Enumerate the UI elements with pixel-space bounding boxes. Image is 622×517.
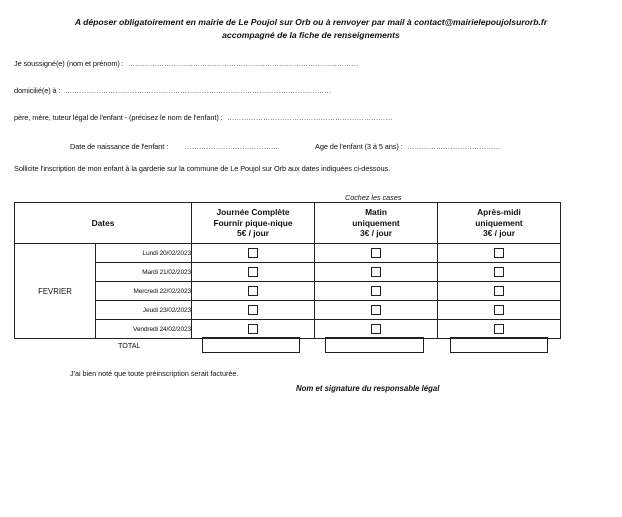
checkbox-matin[interactable] (371, 324, 381, 334)
checkbox-apres-midi[interactable] (494, 324, 504, 334)
age-row (315, 136, 501, 154)
inscription-table (14, 202, 561, 339)
signature-label: Nom et signature du responsable légal (296, 384, 440, 393)
checkbox-journee[interactable] (248, 305, 258, 315)
checkbox-matin[interactable] (371, 286, 381, 296)
header-dates: Dates (15, 203, 192, 244)
checkbox-journee[interactable] (248, 248, 258, 258)
month-label: FEVRIER (15, 244, 96, 339)
checkbox-matin[interactable] (371, 305, 381, 315)
date-cell: Jeudi 23/02/2023 (96, 301, 192, 320)
sollicite-text: Sollicite l'inscription de mon enfant à la garderie sur la commune de Le Poujol sur Orb aux dates indiquées ci-dessous. (14, 164, 391, 173)
header-line-2: accompagné de la fiche de renseignements (222, 30, 400, 40)
checkbox-apres-midi[interactable] (494, 267, 504, 277)
soussigne-field[interactable]: …………………………………………………………………………………… (128, 61, 359, 68)
total-matin-field[interactable] (325, 337, 424, 353)
table-row (15, 320, 561, 339)
parent-label: père, mère, tuteur légal de l'enfant - (précisez le nom de l'enfant) : (14, 113, 223, 122)
date-cell: Vendredi 24/02/2023 (96, 320, 192, 339)
date-cell: Mercredi 22/02/2023 (96, 282, 192, 301)
domicile-label: domicilié(e) à : (14, 86, 61, 95)
header-apres-midi: Après-midi uniquement 3€ / jour (438, 203, 561, 244)
date-cell: Mardi 21/02/2023 (96, 263, 192, 282)
age-field[interactable]: ………………………………… (407, 144, 501, 151)
checkbox-apres-midi[interactable] (494, 286, 504, 296)
total-label: TOTAL (118, 341, 141, 350)
parent-field[interactable]: …………………………………………………………… (227, 115, 393, 122)
header-line-1: A déposer obligatoirement en mairie de Le Poujol sur Orb ou à renvoyer par mail à contact@mairielepoujolsurorb.fr (74, 17, 548, 27)
total-apres-midi-field[interactable] (450, 337, 548, 353)
checkbox-apres-midi[interactable] (494, 305, 504, 315)
table-row (15, 244, 561, 263)
cochez-label: Cochez les cases (345, 193, 402, 202)
domicile-row (14, 80, 331, 98)
header-matin: Matin uniquement 3€ / jour (315, 203, 438, 244)
facturation-note: J'ai bien noté que toute préinscription serait facturée. (70, 369, 239, 378)
birth-field[interactable]: ………………………………… (184, 144, 279, 151)
age-label: Age de l'enfant (3 à 5 ans) : (315, 142, 403, 151)
date-cell: Lundi 20/02/2023 (96, 244, 192, 263)
checkbox-apres-midi[interactable] (494, 248, 504, 258)
checkbox-matin[interactable] (371, 248, 381, 258)
checkbox-journee[interactable] (248, 286, 258, 296)
table-header-row (15, 203, 561, 244)
soussigne-label: Je soussigné(e) (nom et prénom) : (14, 59, 124, 68)
checkbox-journee[interactable] (248, 324, 258, 334)
domicile-field[interactable]: ………………………………………………………………………………………………… (64, 88, 332, 95)
checkbox-matin[interactable] (371, 267, 381, 277)
header-journee: Journée Complète Fournir pique-nique 5€ / jour (192, 203, 315, 244)
birth-row (70, 136, 278, 154)
checkbox-journee[interactable] (248, 267, 258, 277)
birth-label: Date de naissance de l'enfant : (70, 142, 169, 151)
soussigne-row (14, 53, 359, 71)
total-journee-field[interactable] (202, 337, 300, 353)
table-row (15, 282, 561, 301)
table-row (15, 263, 561, 282)
table-row (15, 301, 561, 320)
parent-row (14, 107, 393, 125)
